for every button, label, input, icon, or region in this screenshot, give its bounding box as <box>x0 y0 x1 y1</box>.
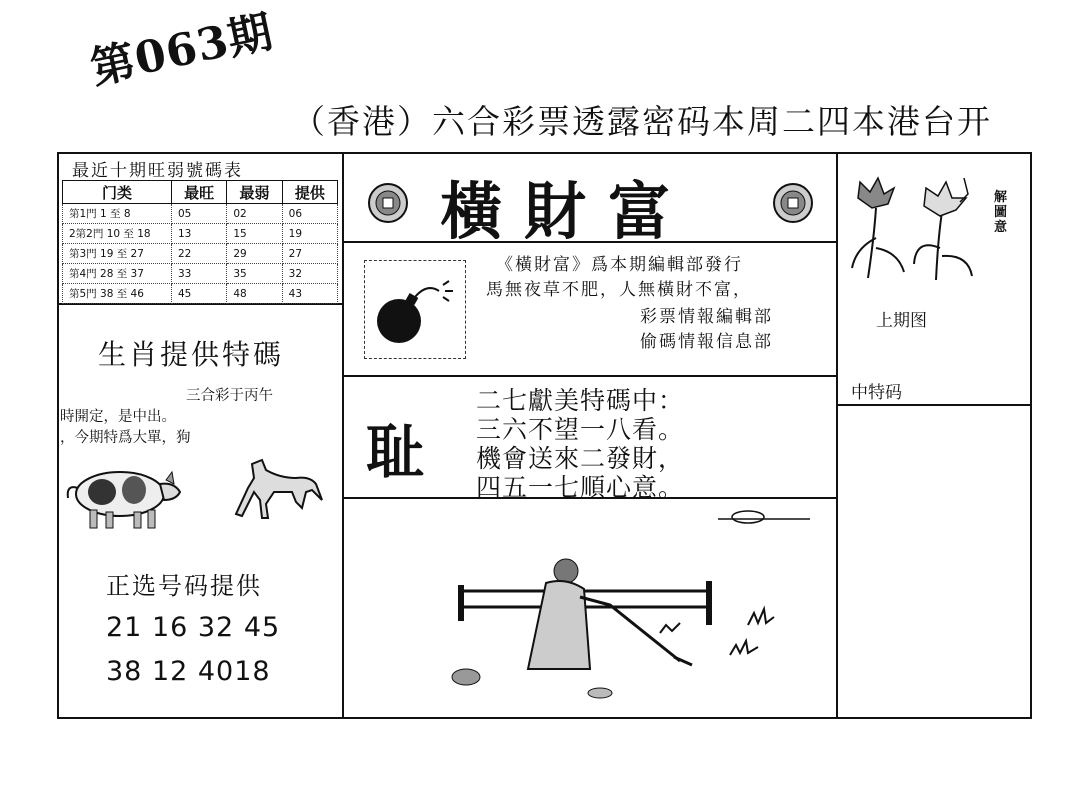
coin-icon <box>367 182 409 224</box>
table-cell: 27 <box>282 244 337 264</box>
coin-icon <box>772 182 814 224</box>
flowers-illustration <box>846 168 982 286</box>
bomb-icon <box>365 261 465 358</box>
horse-illustration <box>232 456 324 528</box>
editorial-line: 偷碼情報信息部 <box>640 332 773 352</box>
col-header: 门类 <box>63 181 172 204</box>
table-cell: 48 <box>227 284 282 304</box>
col-header: 最弱 <box>227 181 282 204</box>
table-row <box>63 244 338 264</box>
table-cell: 02 <box>227 204 282 224</box>
table-cell: 19 <box>282 224 337 244</box>
table-cell: 35 <box>227 264 282 284</box>
divider-side <box>836 404 1032 406</box>
table-row <box>63 204 338 224</box>
farmer-illustration <box>430 505 830 710</box>
picks-row-2: 38 12 4018 <box>106 656 271 687</box>
divider-msg <box>342 375 838 377</box>
table-cell: 45 <box>172 284 227 304</box>
table-row <box>63 264 338 284</box>
editorial-line: 《橫財富》爲本期編輯部發行 <box>496 255 743 275</box>
pig-illustration <box>62 458 184 532</box>
editorial-line: 彩票情報編輯部 <box>640 307 773 327</box>
table-cell: 第4門 28 至 37 <box>63 264 172 284</box>
divider-left <box>342 152 344 719</box>
zodiac-heading: 生肖提供特碼 <box>98 338 285 371</box>
zodiac-line: 三合彩于丙午 <box>186 388 273 404</box>
table-row <box>63 224 338 244</box>
big-character: 耻 <box>366 418 425 486</box>
zodiac-line: ，今期特爲大單，狗 <box>60 430 191 446</box>
table-title: 最近十期旺弱號碼表 <box>72 161 243 181</box>
table-cell: 05 <box>172 204 227 224</box>
table-cell: 29 <box>227 244 282 264</box>
col-header: 提供 <box>282 181 337 204</box>
interpretation-label: 解圖意 <box>994 190 1008 235</box>
table-cell: 13 <box>172 224 227 244</box>
headline: （香港）六合彩票透露密码本周二四本港台开 <box>292 102 992 141</box>
table-cell: 2第2門 10 至 18 <box>63 224 172 244</box>
table-cell: 第3門 19 至 27 <box>63 244 172 264</box>
poem-line: 四五一七順心意。 <box>476 473 685 502</box>
picks-heading: 正选号码提供 <box>106 572 262 600</box>
table-row <box>63 284 338 304</box>
poem-line: 二七獻美特碼中： <box>476 386 685 415</box>
picks-row-1: 21 16 32 45 <box>106 612 281 643</box>
divider-right <box>836 152 838 719</box>
zodiac-line: 時開定，是中出。 <box>60 409 176 425</box>
main-title: 橫財富 <box>440 175 693 248</box>
last-image-label: 上期图 <box>876 311 927 331</box>
table-cell: 15 <box>227 224 282 244</box>
table-cell: 22 <box>172 244 227 264</box>
hot-cold-table <box>62 180 338 304</box>
issue-number: 第063期 <box>86 6 278 95</box>
table-header-row <box>63 181 338 204</box>
poem-line: 三六不望一八看。 <box>476 415 685 444</box>
table-cell: 32 <box>282 264 337 284</box>
table-cell: 43 <box>282 284 337 304</box>
table-cell: 33 <box>172 264 227 284</box>
table-cell: 06 <box>282 204 337 224</box>
bomb-box <box>364 260 466 359</box>
winning-number-label: 中特码 <box>851 383 902 403</box>
table-cell: 第1門 1 至 8 <box>63 204 172 224</box>
col-header: 最旺 <box>172 181 227 204</box>
poem-line: 機會送來二發財， <box>476 444 685 473</box>
table-cell: 第5門 38 至 46 <box>63 284 172 304</box>
editorial-line: 馬無夜草不肥，人無橫財不富， <box>486 280 752 300</box>
